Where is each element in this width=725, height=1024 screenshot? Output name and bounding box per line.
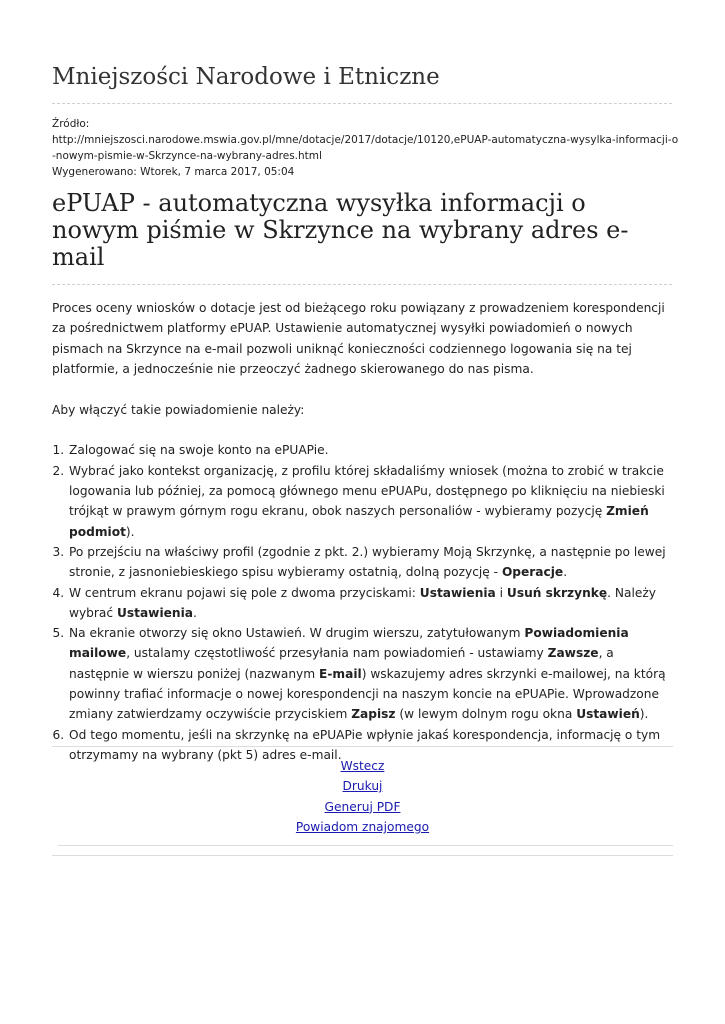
step-5-text-5: (w lewym dolnym rogu okna [395, 707, 577, 722]
links-top-divider [52, 746, 673, 747]
step-2 [68, 461, 677, 542]
step-5-bold-2: Zawsze [547, 646, 599, 661]
step-5-text-1: Na ekranie otworzy się okno Ustawień. W drugim wierszu, zatytułowanym [69, 626, 525, 641]
print-link[interactable]: Drukuj [342, 779, 383, 794]
back-link[interactable]: Wstecz [340, 759, 385, 773]
step-5-bold-4: Zapisz [351, 707, 396, 722]
header-divider [52, 103, 672, 104]
action-links [52, 756, 673, 837]
step-3-bold-1: Operacje [501, 565, 564, 580]
step-5-bold-5: Ustawień [576, 707, 640, 722]
step-3 [68, 542, 677, 583]
site-title: Mniejszości Narodowe i Etniczne [52, 64, 440, 90]
lead-paragraph: Aby włączyć takie powiadomienie należy: [52, 403, 305, 418]
step-4-bold-3: Ustawienia [116, 605, 193, 620]
step-2-text: Wybrać jako kontekst organizację, z profilu której składaliśmy wniosek (można to zrobić w trakcie logowania lub później, za pomocą głównego menu ePUAPu, dostępnego po kliknięciu na niebieski trójkąt w prawym górnym rogu ekranu, obok naszych personaliów - wybieramy pozycję [69, 463, 665, 519]
step-4-text-3: . Należy wybrać [69, 585, 656, 620]
step-5-text-4: ) wskazujemy adres skrzynki e-mailowej, na którą powinny trafiać informacje o nowej korespondencji na naszym koncie na ePUAPie. Wprowadzone zmiany zatwierdzamy oczywiście przyciskiem [69, 666, 666, 722]
step-5-text-3: , a następnie w wierszu poniżej (nazwanym [69, 646, 614, 681]
intro-paragraph: Proces oceny wniosków o dotacje jest od bieżącego roku powiązany z prowadzeniem korespondencji za pośrednictwem platformy ePUAP. Ustawienie automatycznej wysyłki powiadomień o nowych pismach na Skrzynce na e-mail pozwoli uniknąć konieczności codziennego logowania się na tej platformie, a jednocześnie nie przeoczyć żadnego skierowanego do nas pisma. [52, 301, 665, 376]
step-2-text-end: ). [125, 524, 135, 539]
links-bottom-divider [52, 855, 673, 856]
generate-pdf-link[interactable]: Generuj PDF [324, 799, 401, 814]
step-3-text-end: . [563, 565, 568, 580]
step-4 [68, 583, 677, 624]
step-5-text-6: ). [639, 707, 649, 722]
steps-list [52, 440, 677, 765]
step-6-text: Od tego momentu, jeśli na skrzynkę na ePUAPie wpłynie jakaś korespondencja, informację o tym otrzymamy na wybrany (pkt 5) adres e-mail. [69, 727, 661, 762]
source-info [52, 116, 682, 180]
article-title: ePUAP - automatyczna wysyłka informacji o nowym piśmie w Skrzynce na wybrany adres e-mail [52, 189, 629, 271]
links-inner-divider [58, 845, 673, 846]
step-4-text-4: . [192, 605, 197, 620]
title-divider [52, 284, 672, 285]
step-1 [68, 440, 677, 460]
step-5-text-2: , ustalamy częstotliwość przesyłania nam powiadomień - ustawiamy [126, 646, 548, 661]
step-4-bold-1: Ustawienia [419, 585, 496, 600]
article-body [52, 298, 677, 765]
source-label: Źródło: [52, 118, 90, 130]
step-1-text: Zalogować się na swoje konto na ePUAPie. [69, 443, 329, 458]
step-5-bold-3: E-mail [319, 666, 362, 681]
step-4-text-1: W centrum ekranu pojawi się pole z dwoma przyciskami: [69, 585, 420, 600]
source-url-line-2: -nowym-pismie-w-Skrzynce-na-wybrany-adres.html [52, 150, 322, 162]
notify-friend-link[interactable]: Powiadom znajomego [295, 819, 430, 834]
step-2-bold-1: Zmień podmiot [69, 504, 649, 539]
step-4-text-2: i [495, 585, 507, 600]
step-4-bold-2: Usuń skrzynkę [506, 585, 608, 600]
step-5-bold-1: Powiadomienia mailowe [69, 626, 629, 661]
source-url-line-1: http://mniejszosci.narodowe.mswia.gov.pl/mne/dotacje/2017/dotacje/10120,ePUAP-automatyczna-wysylka-informacji-o [52, 134, 679, 146]
generated-date: Wygenerowano: Wtorek, 7 marca 2017, 05:04 [52, 166, 295, 178]
step-3-text: Po przejściu na właściwy profil (zgodnie z pkt. 2.) wybieramy Moją Skrzynkę, a następnie po lewej stronie, z jasnoniebieskiego spisu wybieramy ostatnią, dolną pozycję - [69, 544, 666, 580]
step-5 [68, 623, 677, 724]
